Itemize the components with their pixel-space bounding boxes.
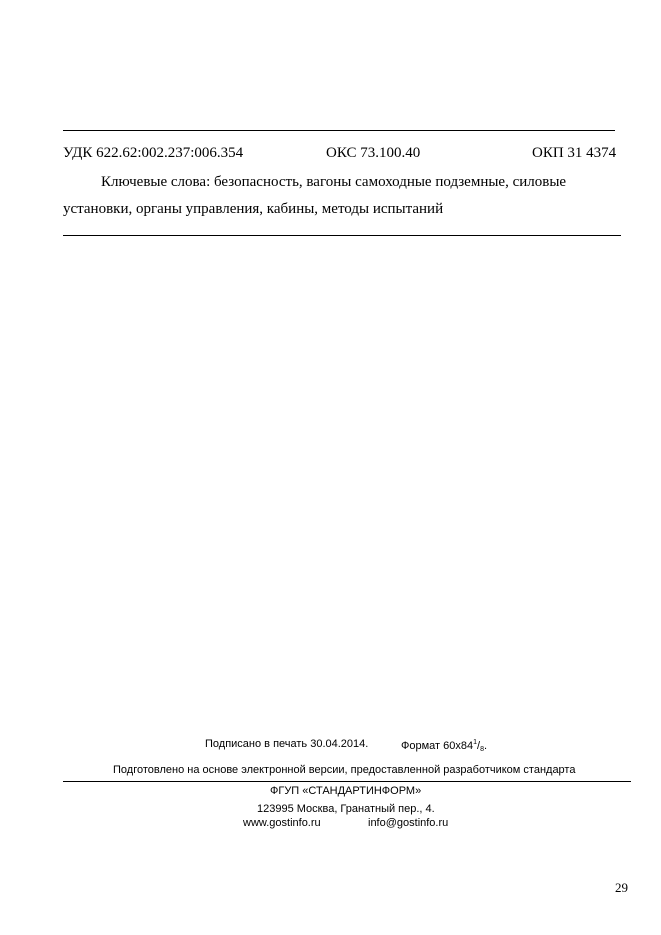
publisher-address: 123995 Москва, Гранатный пер., 4. (257, 803, 435, 815)
format-denominator: 8 (480, 746, 484, 753)
oks-code: ОКС 73.100.40 (326, 145, 421, 161)
udk-code: УДК 622.62:002.237:006.354 (63, 145, 244, 161)
okp-code: ОКП 31 4374 (532, 145, 617, 161)
keywords-divider (63, 235, 621, 236)
signed-date: Подписано в печать 30.04.2014. (205, 738, 369, 750)
format-tail: . (483, 740, 488, 752)
imprint-divider (63, 781, 631, 782)
prepared-note: Подготовлено на основе электронной версии, предоставленной разработчиком стандарта (113, 764, 576, 776)
print-format-label: Формат 60x84 (401, 740, 474, 752)
publisher-website: www.gostinfo.ru (243, 817, 321, 829)
keywords-line-1: Ключевые слова: безопасность, вагоны самоходные подземные, силовые (101, 174, 567, 190)
page-number: 29 (615, 880, 628, 895)
publisher-email: info@gostinfo.ru (368, 817, 449, 829)
publisher-name: ФГУП «СТАНДАРТИНФОРМ» (270, 785, 422, 797)
format-numerator: 1 (473, 739, 478, 746)
print-format: Формат $60x84^1/_8$. (401, 739, 488, 753)
keywords-line-2: установки, органы управления, кабины, методы испытаний (63, 201, 444, 217)
top-divider (63, 130, 615, 131)
